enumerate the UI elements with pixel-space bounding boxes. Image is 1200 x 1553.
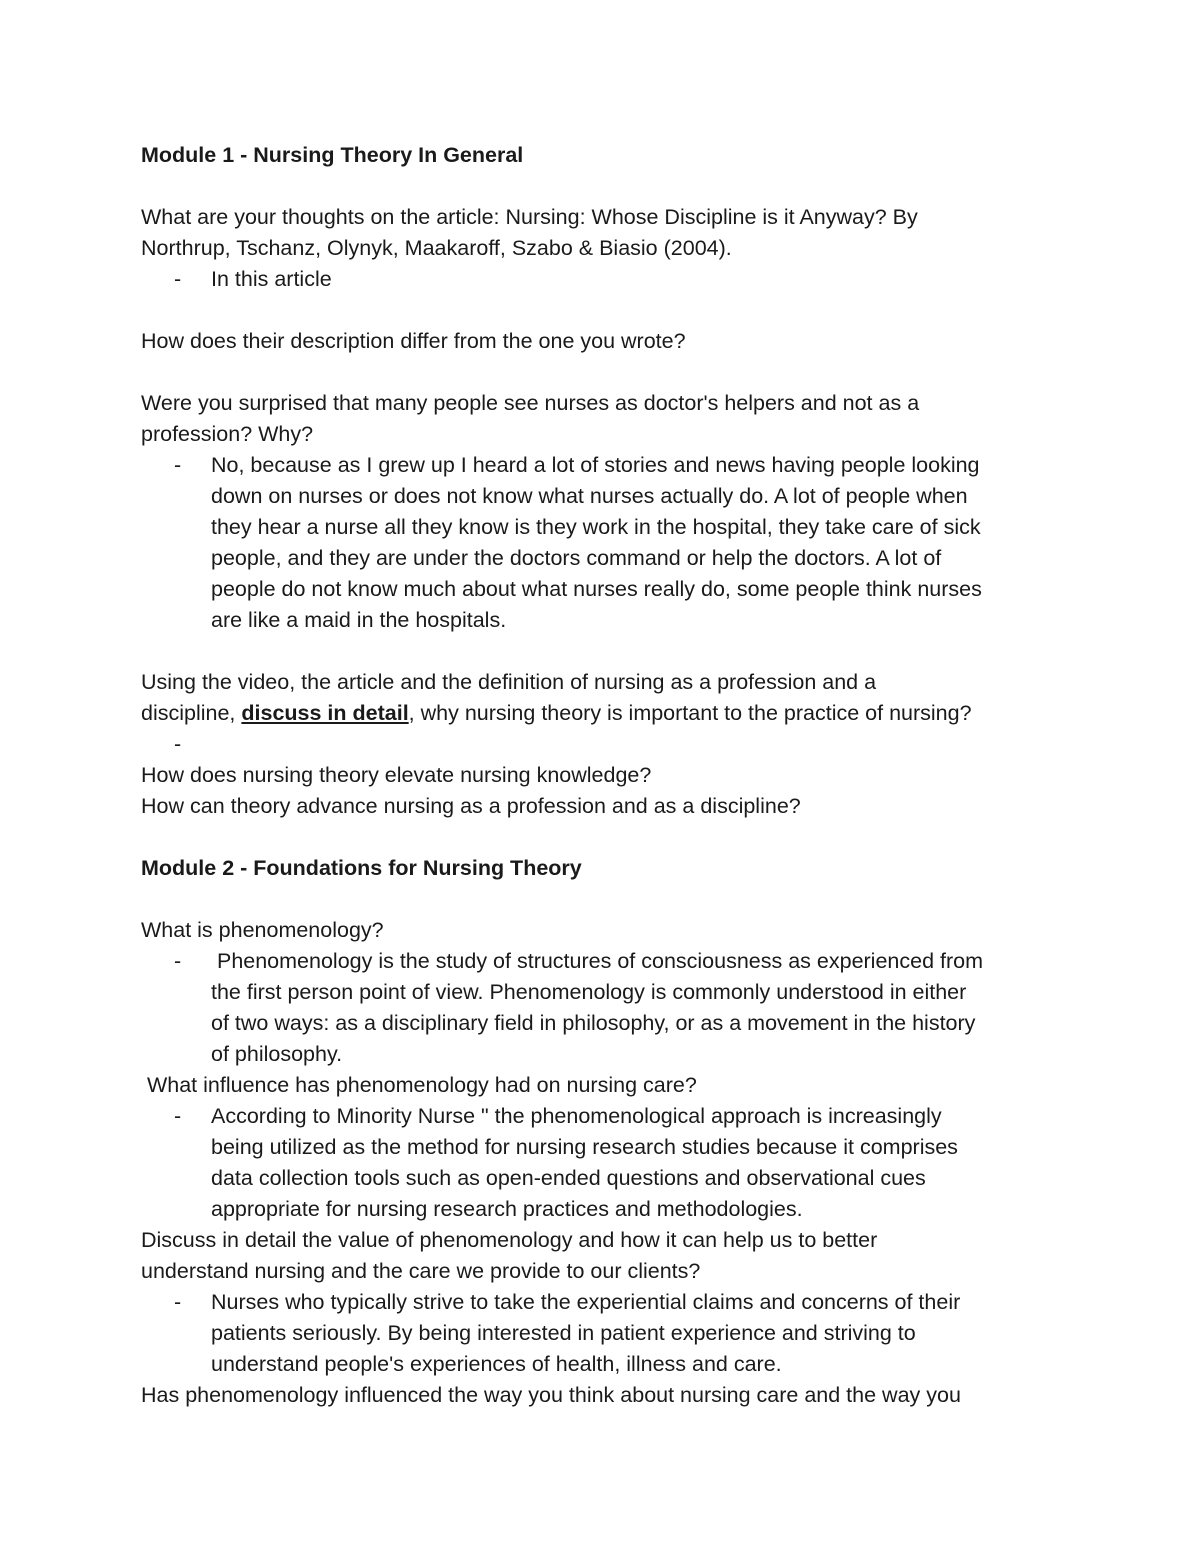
spacer xyxy=(141,822,1061,853)
bullet-text: understand people's experiences of health, illness and care. xyxy=(211,1352,782,1376)
bullet-text: appropriate for nursing research practices and methodologies. xyxy=(211,1197,803,1221)
bullet-text: No, because as I grew up I heard a lot of stories and news having people looking xyxy=(211,453,980,477)
paragraph-line: What influence has phenomenology had on nursing care? xyxy=(141,1073,697,1097)
bullet-text: they hear a nurse all they know is they work in the hospital, they take care of sick xyxy=(211,515,981,539)
paragraph-text: , why nursing theory is important to the practice of nursing? xyxy=(408,701,972,725)
paragraph-line: How can theory advance nursing as a profession and as a discipline? xyxy=(141,794,801,818)
spacer xyxy=(141,636,1061,667)
bullet-item xyxy=(141,729,1061,760)
emphasis-text: discuss in detail xyxy=(241,701,409,725)
spacer xyxy=(141,295,1061,326)
bullet-text: the first person point of view. Phenomenology is commonly understood in either xyxy=(211,980,967,1004)
bullet-text: Nurses who typically strive to take the experiential claims and concerns of their xyxy=(211,1290,961,1314)
bullet-item xyxy=(141,946,1061,1070)
dash-bullet-icon: - xyxy=(174,732,182,756)
spacer xyxy=(141,357,1061,388)
bullet-item xyxy=(141,1101,1061,1225)
paragraph-line xyxy=(141,698,1061,729)
paragraph-line: Were you surprised that many people see nurses as doctor's helpers and not as a xyxy=(141,391,920,415)
paragraph-line: What are your thoughts on the article: Nursing: Whose Discipline is it Anyway? By xyxy=(141,205,918,229)
paragraph-line: understand nursing and the care we provide to our clients? xyxy=(141,1259,701,1283)
bullet-text xyxy=(211,729,1061,760)
paragraph-line: Using the video, the article and the definition of nursing as a profession and a xyxy=(141,670,877,694)
bullet-text: of philosophy. xyxy=(211,1042,343,1066)
dash-bullet-icon: - xyxy=(174,949,182,973)
paragraph-line: profession? Why? xyxy=(141,422,314,446)
bullet-text: Phenomenology is the study of structures of consciousness as experienced from xyxy=(211,949,984,973)
bullet-text: being utilized as the method for nursing research studies because it comprises xyxy=(211,1135,958,1159)
bullet-text: According to Minority Nurse " the phenomenological approach is increasingly xyxy=(211,1104,942,1128)
bullet-text: are like a maid in the hospitals. xyxy=(211,608,507,632)
spacer xyxy=(141,884,1061,915)
document-content xyxy=(141,140,1061,1411)
module-1-heading: Module 1 - Nursing Theory In General xyxy=(141,143,524,167)
dash-bullet-icon: - xyxy=(174,267,182,291)
bullet-text: patients seriously. By being interested in patient experience and striving to xyxy=(211,1321,916,1345)
bullet-text: In this article xyxy=(211,267,332,291)
paragraph-line: What is phenomenology? xyxy=(141,918,384,942)
paragraph-line: Northrup, Tschanz, Olynyk, Maakaroff, Szabo & Biasio (2004). xyxy=(141,236,732,260)
bullet-text: data collection tools such as open-ended questions and observational cues xyxy=(211,1166,926,1190)
paragraph-line: How does their description differ from the one you wrote? xyxy=(141,329,686,353)
paragraph-line: Has phenomenology influenced the way you think about nursing care and the way you xyxy=(141,1383,961,1407)
dash-bullet-icon: - xyxy=(174,1290,182,1314)
bullet-text: people, and they are under the doctors command or help the doctors. A lot of xyxy=(211,546,942,570)
bullet-item xyxy=(141,1287,1061,1380)
dash-bullet-icon: - xyxy=(174,453,182,477)
dash-bullet-icon: - xyxy=(174,1104,182,1128)
bullet-item xyxy=(141,450,1061,636)
paragraph-text: discipline, xyxy=(141,701,242,725)
module-2-heading: Module 2 - Foundations for Nursing Theory xyxy=(141,856,582,880)
bullet-text: people do not know much about what nurses really do, some people think nurses xyxy=(211,577,982,601)
paragraph-line: How does nursing theory elevate nursing knowledge? xyxy=(141,763,652,787)
paragraph-line: Discuss in detail the value of phenomenology and how it can help us to better xyxy=(141,1228,878,1252)
bullet-text: of two ways: as a disciplinary field in philosophy, or as a movement in the history xyxy=(211,1011,976,1035)
spacer xyxy=(141,171,1061,202)
bullet-item xyxy=(141,264,1061,295)
bullet-text: down on nurses or does not know what nurses actually do. A lot of people when xyxy=(211,484,968,508)
